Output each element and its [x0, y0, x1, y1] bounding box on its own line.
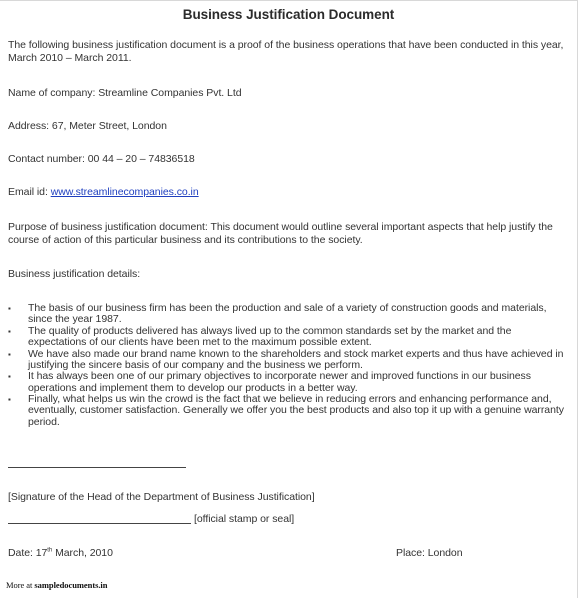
- address-line: [8, 120, 564, 133]
- email-line: [8, 186, 564, 199]
- signature-caption: [Signature of the Head of the Department of Business Justification]: [8, 491, 315, 503]
- company-name-line: [8, 87, 564, 100]
- stamp-line: [8, 523, 191, 524]
- address-label: Address:: [8, 120, 50, 132]
- list-item-text: It has always been one of our primary objectives to incorporate newer and improved functions in our business operations and implement them to develop our products in a better way.: [28, 370, 531, 394]
- footer-credit: [6, 580, 107, 590]
- list-item: [8, 326, 568, 348]
- email-label: Email id:: [8, 186, 48, 198]
- justification-list: [8, 303, 568, 428]
- list-item-text: The quality of products delivered has always lived up to the common standards set by the market and the expectations of our clients have been met to the maximum possible extent.: [28, 324, 512, 348]
- contact-value: 00 44 – 20 – 74836518: [87, 153, 195, 165]
- list-item: [8, 371, 568, 393]
- page-title: Business Justification Document: [182, 7, 395, 22]
- intro-paragraph: The following business justification document is a proof of the business operations that have been conducted in this year, March 2010 – March 2011.: [8, 39, 564, 64]
- footer-prefix: More at: [6, 580, 35, 590]
- list-item-text: The basis of our business firm has been the production and sale of a variety of construction goods and materials, since the year 1987.: [28, 302, 547, 326]
- list-item: [8, 349, 568, 371]
- bullet-icon: ▪: [8, 304, 11, 313]
- place-line: Place: London: [396, 547, 463, 559]
- list-item-text: Finally, what helps us win the crowd is the fact that we believe in reducing errors and enhancing performance and, eventually, customer satisfaction. Generally we offer you the best products and also top it up with a genuine warranty period.: [28, 393, 564, 428]
- date-value: March, 2010: [52, 547, 113, 559]
- date-line: [8, 547, 113, 559]
- bullet-icon: ▪: [8, 395, 11, 405]
- details-heading: Business justification details:: [8, 268, 141, 280]
- list-item: [8, 303, 568, 325]
- bullet-icon: ▪: [8, 372, 11, 382]
- list-item: [8, 394, 568, 428]
- signature-line: [8, 467, 186, 468]
- purpose-paragraph: Purpose of business justification document: This document would outline several important aspects that help justify the course of action of this particular business and its contributions to the society.: [8, 221, 553, 246]
- address-value: 67, Meter Street, London: [51, 120, 167, 132]
- date-label: Date: 17: [8, 547, 48, 559]
- contact-label: Contact number:: [8, 153, 85, 165]
- list-item-text: We have also made our brand name known to the shareholders and stock market experts and thus have achieved in justifying the sincere basis of our company and the business we perform.: [28, 347, 564, 371]
- company-label: Name of company:: [8, 87, 96, 99]
- contact-line: [8, 153, 564, 166]
- company-value: Streamline Companies Pvt. Ltd: [98, 87, 242, 99]
- footer-site-link[interactable]: sampledocuments.in: [34, 580, 108, 590]
- bullet-icon: ▪: [8, 326, 11, 336]
- bullet-icon: ▪: [8, 349, 11, 359]
- email-link[interactable]: www.streamlinecompanies.co.in: [50, 186, 199, 198]
- date-suffix: th: [47, 547, 53, 554]
- stamp-caption: [official stamp or seal]: [194, 513, 295, 525]
